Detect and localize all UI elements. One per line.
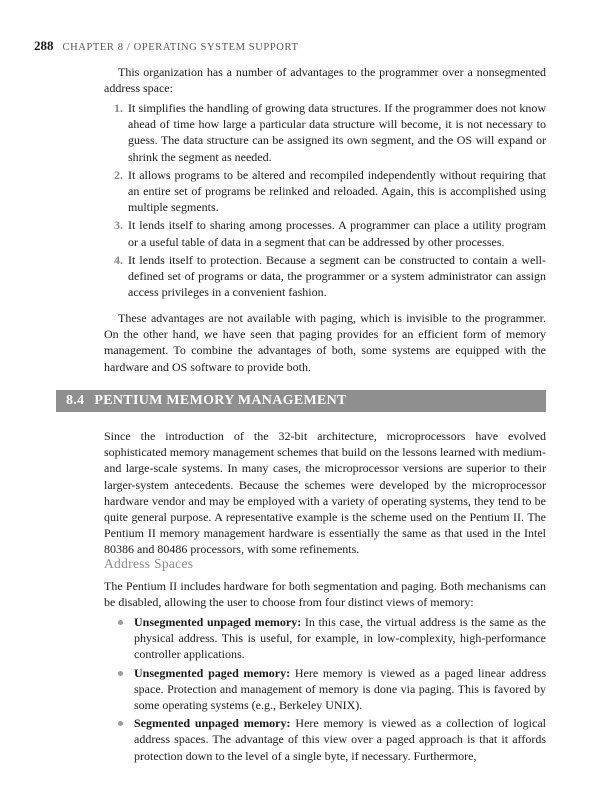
subsection-title: Address Spaces bbox=[104, 556, 194, 571]
bullet-icon bbox=[118, 721, 123, 726]
list-item bbox=[104, 100, 546, 165]
list-item bbox=[104, 715, 546, 764]
section-number: 8.4 bbox=[66, 393, 85, 408]
list-item bbox=[104, 665, 546, 714]
address-paragraph: The Pentium II includes hardware for both segmentation and paging. Both mechanisms can be disabled, allowing the user to choose from four distinct views of memory: bbox=[104, 579, 546, 610]
address-block bbox=[104, 578, 546, 610]
list-item-text: It allows programs to be altered and recompiled independently without requiring that an entire set of programs be relinked and reloaded. Again, this is accomplished using multiple segments. bbox=[128, 167, 546, 215]
list-number: 3. bbox=[114, 218, 123, 233]
section-title: PENTIUM MEMORY MANAGEMENT bbox=[94, 393, 347, 408]
list-number: 1. bbox=[114, 101, 123, 115]
list-number: 4. bbox=[114, 252, 123, 267]
list-item-text: It simplifies the handling of growing data structures. If the programmer does not know ahead of time how large a particular data structure will become, it is not necessary to guess. The data structure can be assigned its own segment, and the OS will expand or shrink the segment as needed. bbox=[128, 101, 546, 164]
list-item-text: It lends itself to protection. Because a segment can be constructed to contain a well-defined set of programs or data, the programmer or a system administrator can assign access privileges in a convenient fashion. bbox=[128, 252, 546, 300]
running-head bbox=[34, 38, 298, 54]
advantages-list bbox=[104, 100, 546, 300]
list-item bbox=[104, 217, 546, 249]
intro-block bbox=[104, 64, 546, 96]
list-item bbox=[104, 252, 546, 301]
list-number: 2. bbox=[114, 167, 123, 182]
view-term: Unsegmented paged memory: bbox=[134, 665, 291, 680]
list-item bbox=[104, 167, 546, 216]
closing-block bbox=[104, 310, 546, 375]
bullet-icon bbox=[118, 671, 123, 676]
views-list bbox=[104, 614, 546, 764]
view-text: Here memory is viewed as a collection of logical address spaces. The advantage of this view over a paged approach is that it affords protection down to the level of a single byte, if necessary. Furthermore, bbox=[134, 716, 547, 763]
page-number: 288 bbox=[34, 38, 54, 53]
bullet-icon bbox=[118, 620, 123, 625]
view-text: In this case, the virtual address is the same as the physical address. This is useful, for example, in low-complexity, high-performance controller applications. bbox=[134, 615, 546, 662]
closing-paragraph: These advantages are not available with paging, which is invisible to the programmer. On the other hand, we have seen that paging provides for an efficient form of memory management. To combine the advantages of both, some systems are equipped with the hardware and OS software to provide both. bbox=[104, 311, 546, 374]
list-item-text: It lends itself to sharing among processes. A programmer can place a utility program or a useful table of data in a segment that can be addressed by other processes. bbox=[128, 218, 546, 249]
view-term: Segmented unpaged memory: bbox=[134, 716, 291, 731]
view-term: Unsegmented unpaged memory: bbox=[134, 615, 302, 629]
advantages-block bbox=[104, 100, 546, 302]
views-block bbox=[104, 614, 546, 766]
section-heading-bar bbox=[56, 390, 546, 412]
section-block bbox=[104, 428, 546, 558]
list-item bbox=[104, 614, 546, 663]
chapter-label: CHAPTER 8 / OPERATING SYSTEM SUPPORT bbox=[62, 42, 299, 53]
intro-paragraph: This organization has a number of advantages to the programmer over a nonsegmented address space: bbox=[104, 65, 546, 96]
view-text: Here memory is viewed as a paged linear address space. Protection and management of memory is done via paging. This is favored by some operating systems (e.g., Berkeley UNIX). bbox=[134, 665, 546, 713]
section-paragraph: Since the introduction of the 32-bit architecture, microprocessors have evolved sophisticated memory management schemes that build on the lessons learned with medium- and large-scale systems. In many cases, the microprocessor versions are superior to their larger-system antecedents. Because the schemes were developed by the microprocessor hardware vendor and may be employed with a variety of operating systems, they tend to be quite general purpose. A representative example is the scheme used on the Pentium II. The Pentium II memory management hardware is essentially the same as that used in the Intel 80386 and 80486 processors, with some refinements. bbox=[104, 429, 546, 557]
